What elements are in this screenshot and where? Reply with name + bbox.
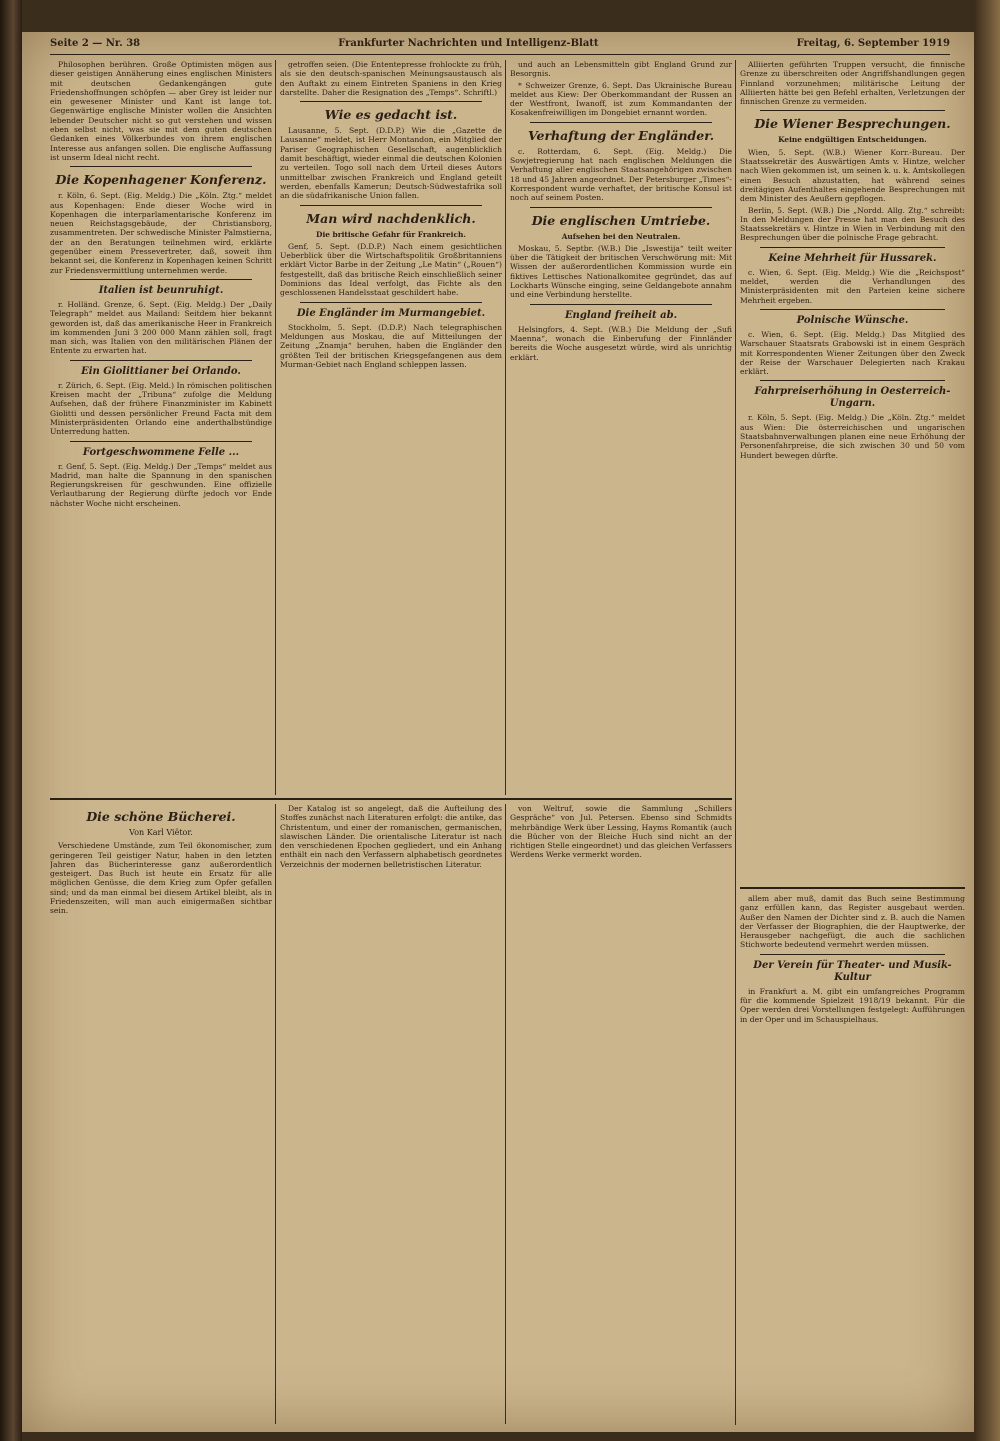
headline-wiener: Die Wiener Besprechungen. [754, 116, 951, 132]
article-text: Berlin, 5. Sept. (W.B.) Die „Nordd. Allg. Ztg.“ schreibt: In den Meldungen der Presse hat man den Besuch des Staatssekretärs v. Hintze in Wien in Verbindung mit den Besprechungen über die polnische Frage gebracht. [740, 205, 965, 243]
article-rule [70, 166, 252, 167]
article-text: Verschiedene Umstände, zum Teil ökonomischer, zum geringeren Teil geistiger Natur, haben in den letzten Jahren das Bücherinteresse ganz außerordentlich gesteigert. Das Buch ist heute ein Ersatz für alle möglichen Genüsse, die dem Krieg zum Opfer gefallen sind; und da man einmal bei diesem Artikel bleibt, als in Friedenszeiten, will man auch einigermaßen sichtbar sein. [50, 841, 272, 916]
article-rule [300, 302, 482, 303]
article-text: * Schweizer Grenze, 6. Sept. Das Ukrainische Bureau meldet aus Kiew: Der Oberkommandant der Russen an der Westfront, Iwanoff, ist zum Kommandanten der Kosakenfreiwilligen im Dongebiet ernannt worden. [510, 80, 732, 118]
subheadline: Aufsehen bei den Neutralen. [561, 231, 681, 241]
article-text: Helsingfors, 4. Sept. (W.B.) Die Meldung der „Sufi Maenna“, wonach die Einberufung der Finnländer bereits die Woche ausgesetzt würde, wird als unrichtig erklärt. [510, 324, 732, 362]
article-text: getroffen seien. (Die Ententepresse frohlockte zu früh, als sie den deutsch-spanischen Meinungsaustausch als den Auftakt zu einem Eintreten Spaniens in den Krieg darstellte. Daher die Resignation des „Temps“. Schriftl.) [280, 60, 502, 97]
headline-nachdenklich: Man wird nachdenklich. [306, 210, 476, 226]
article-rule [70, 441, 252, 442]
article-rule [760, 954, 945, 955]
article-rule [300, 205, 482, 206]
column-divider [275, 60, 276, 795]
article-rule [760, 309, 945, 310]
book-binding [0, 0, 22, 1441]
header-right: Freitag, 6. September 1919 [796, 38, 950, 49]
article-text: c. Wien, 6. Sept. (Eig. Meldg.) Wie die „Reichspost“ meldet, werden die Verhandlungen des Ministerpräsidenten mit den Parteien keine sichere Mehrheit ergeben. [740, 267, 965, 305]
article-rule [760, 110, 945, 111]
column-3 [510, 60, 732, 790]
article-rule [530, 207, 712, 208]
headline-kopenhagen: Die Kopenhagener Konferenz. [55, 172, 267, 188]
subheadline: Die britische Gefahr für Frankreich. [316, 229, 466, 239]
column-divider [505, 804, 506, 1424]
article-text: r. Zürich, 6. Sept. (Eig. Meld.) In römischen politischen Kreisen macht der „Tribuna“ zufolge die Meldung Aufsehen, daß der frühere Finanzminister im Kabinett Giolitti und dessen persönlicher Freund Facta mit dem Ministerpräsidenten Orlando eine anderthalbstündige Unterredung hatten. [50, 380, 272, 437]
article-text: Der Katalog ist so angelegt, daß die Aufteilung des Stoffes zunächst nach Literaturen erfolgt: die antike, das Christentum, und einer der romanischen, germanischen, slawischen Länder. Die orientalische Literatur ist nach den verschiedenen Epochen gegliedert, und ein Anhang enthält ein nach den Verfassern alphabetisch geordnetes Verzeichnis der modernen belletristischen Literatur. [280, 804, 502, 869]
article-text: Alliierten geführten Truppen versucht, die finnische Grenze zu überschreiten oder Angriffshandlungen gegen Finnland vorzunehmen; militärische Leitung der Alliierten hätte bei gen Befehl erhalten, Verletzungen der finnischen Grenze zu vermeiden. [740, 60, 965, 107]
article-text: Wien, 5. Sept. (W.B.) Wiener Korr.-Bureau. Der Staatssekretär des Auswärtigen Amts v. Hintze, welcher nach Wien gekommen ist, um seinen k. u. k. Amtskollegen einen Besuch abzustatten, hat während seines dreitägigen Aufenthaltes eingehende Besprechungen mit dem Minister des Aeußern gepflogen. [740, 147, 965, 204]
article-text: r. Köln, 6. Sept. (Eig. Meldg.) Die „Köln. Ztg.“ meldet aus Kopenhagen: Ende dieser Woche wird in Kopenhagen die interparlamentarische Konferenz im neuen Reichstagsgebäude, der Christiansborg, zusammentreten. Der schwedische Minister Palmstierna, der an den Beratungen teilnehmen wird, erklärte gegenüber einem Pressevertreter, daß, soweit ihm bekannt sei, die Konferenz in Kopenhagen keinen Schritt zur Friedensvermittlung unternehmen werde. [50, 191, 272, 275]
article-rule [760, 247, 945, 248]
article-text: von Weltruf, sowie die Sammlung „Schillers Gespräche“ von Jul. Petersen. Ebenso sind Schmidts mehrbändige Werk über Lessing, Hayms Romantik (auch die Bücher von der Bleiche Huch sind nicht an der richtigen Stelle eingeordnet) und das gleichen Verfassers Werdens Werke vermerkt worden. [510, 804, 732, 860]
headline-felle: Fortgeschwommene Felle ... [82, 446, 240, 458]
headline-gedacht: Wie es gedacht ist. [324, 107, 458, 123]
article-text: r. Holländ. Grenze, 6. Sept. (Eig. Meldg.) Der „Daily Telegraph“ meldet aus Mailand: Seitdem hier bekannt geworden ist, daß das amerikanische Heer in Frankreich im kommenden Juni 3 200 000 Mann zählen soll, fragt man sich, was Italien von den militärischen Plänen der Entente zu erwarten hat. [50, 299, 272, 356]
page-header [50, 38, 950, 55]
article-text: c. Wien, 6. Sept. (Eig. Meldg.) Das Mitglied des Warschauer Staatsrats Grabowski ist in einem Gespräch mit Korrespondenten Wiener Zeitungen über den Zweck der Reise der Warschauer Delegierten nach Krakau erklärt. [740, 329, 965, 377]
headline-verhaftung: Verhaftung der Engländer. [527, 127, 715, 143]
byline: Von Karl Viëtor. [129, 828, 193, 837]
newspaper-page [22, 32, 974, 1432]
article-text: Stockholm, 5. Sept. (D.D.P.) Nach telegraphischen Meldungen aus Moskau, die auf Mitteilungen der Zeitung „Znamja“ beruhen, haben die Engländer den größten Teil der britischen Kriegsgefangenen aus dem Murman-Gebiet nach England schleppen lassen. [280, 322, 502, 369]
article-rule [300, 101, 482, 102]
article-rule [70, 360, 252, 361]
article-rule [760, 380, 945, 381]
article-text: in Frankfurt a. M. gibt ein umfangreiches Programm für die kommende Spielzeit 1918/19 bekannt. Für die Oper werden drei Vorstellungen festgelegt: Aufführungen in der Oper und im Schauspielhaus. [740, 986, 965, 1024]
article-rule [70, 279, 252, 280]
article-text: und auch an Lebensmitteln gibt England Grund zur Besorgnis. [510, 60, 732, 79]
subheadline: Keine endgültigen Entscheidungen. [778, 135, 927, 145]
feuilleton-column-3 [510, 804, 732, 1424]
header-left: Seite 2 — Nr. 38 [50, 38, 141, 49]
article-text: Philosophen berühren. Große Optimisten mögen aus dieser geistigen Annäherung eines englischen Ministers mit deutschen Gedankengängen gute Friedenshoffnungen schöpfen — aber Grey ist leider nur ein gewesener Minister und Kant ist lange tot. Gegenwärtige englische Minister wollen die Ansichten lebender Deutscher nicht so gut verstehen und wissen eben selbst nicht, was sie mit dem guten deutschen Gedanken eines Völkerbundes von ihrem englischen Interesse aus anfangen sollen. Die englische Auffassung ist unserm Ideal nicht recht. [50, 60, 272, 162]
article-rule [530, 304, 712, 305]
article-text: r. Köln, 5. Sept. (Eig. Meldg.) Die „Köln. Ztg.“ meldet aus Wien: Die österreichischen und ungarischen Staatsbahnverwaltungen planen eine neue Erhöhung der Personenfahrpreise, die sich zwischen 30 und 50 vom Hundert bewegen dürfte. [740, 413, 965, 460]
column-2 [280, 60, 502, 790]
headline-mehrheit: Keine Mehrheit für Hussarek. [768, 252, 937, 264]
column-divider [505, 60, 506, 795]
headline-freiheit: England freiheit ab. [564, 309, 678, 321]
feuilleton-column-2 [280, 804, 502, 1424]
headline-murmann: Die Engländer im Murmangebiet. [296, 307, 486, 319]
article-text: Moskau, 5. Septbr. (W.B.) Die „Iswestija“ teilt weiter über die Tätigkeit der britischen Verschwörung mit: Mit Wissen der außerordentlichen Kommission wurde ein fiktives Lettisches Nationalkomitee gegründet, das auf Lockharts Wünsche einging, seine Geldangebote annahm und eine Verbindung herstellte. [510, 243, 732, 300]
headline-buecherei: Die schöne Bücherei. [86, 809, 236, 824]
section-divider [50, 798, 732, 800]
article-text: allem aber muß, damit das Buch seine Bestimmung ganz erfüllen kann, das Register ausgebaut werden. Außer den Namen der Dichter sind z. B. auch die Namen der Verfasser der Biographien, die der Hauptwerke, der Herausgeber nachgefügt, die auch die sachlichen Stichworte bedeutend vermehrt werden müssen. [740, 894, 965, 950]
column-4 [740, 60, 965, 890]
headline-umtriebe: Die englischen Umtriebe. [531, 212, 711, 228]
article-text: r. Genf, 5. Sept. (Eig. Meldg.) Der „Temps“ meldet aus Madrid, man halte die Spannung in den spanischen Regierungskreisen für geschwunden. Eine offizielle Verlautbarung der Regierung dürfte jedoch vor Ende nächster Woche nicht erscheinen. [50, 461, 272, 508]
page-edge [974, 0, 1000, 1441]
headline-italien: Italien ist beunruhigt. [98, 284, 224, 296]
headline-fahrpreis: Fahrpreiserhöhung in Oesterreich-Ungarn. [754, 386, 951, 410]
column-1 [50, 60, 272, 790]
headline-polen: Polnische Wünsche. [796, 314, 909, 326]
article-rule [530, 122, 712, 123]
headline-giolitti: Ein Giolittianer bei Orlando. [81, 365, 241, 377]
feuilleton-column-1 [50, 804, 272, 1424]
column-divider [735, 60, 736, 1425]
article-text: c. Rotterdam, 6. Sept. (Eig. Meldg.) Die Sowjetregierung hat nach englischen Meldungen die Verhaftung aller englischen Staatsangehörigen zwischen 18 und 45 Jahren angeordnet. Der Petersburger „Times“-Korrespondent wurde verhaftet, der britische Konsul ist noch auf seinem Posten. [510, 146, 732, 203]
headline-verein: Der Verein für Theater- und Musik-Kultur [753, 959, 952, 983]
header-center: Frankfurter Nachrichten und Intelligenz-Blatt [338, 38, 599, 49]
article-text: Lausanne, 5. Sept. (D.D.P.) Wie die „Gazette de Lausanne“ meldet, ist Herr Montandon, ein Mitglied der Pariser Geographischen Gesellschaft, augenblicklich damit beschäftigt, wieder einmal die deutschen Kolonien zu verteilen. Togo soll nach dem Urteil dieses Autors unmittelbar zwischen Frankreich und England geteilt werden, ebenfalls Kamerun; Deutsch-Südwestafrika soll an die südafrikanische Union fallen. [280, 126, 502, 201]
article-text: Genf, 5. Sept. (D.D.P.) Nach einem gesichtlichen Ueberblick über die Wirtschaftspolitik Großbritanniens erklärt Victor Barbe in der Zeitung „Le Matin“ („Rouen“) festgestellt, daß das britische Reich einschließlich seiner Dominions das Ideal verfolgt, das Fichte als den geschlossenen Handelsstaat geschildert habe. [280, 241, 502, 298]
feuilleton-column-4 [740, 894, 965, 1424]
column-divider [275, 804, 276, 1424]
